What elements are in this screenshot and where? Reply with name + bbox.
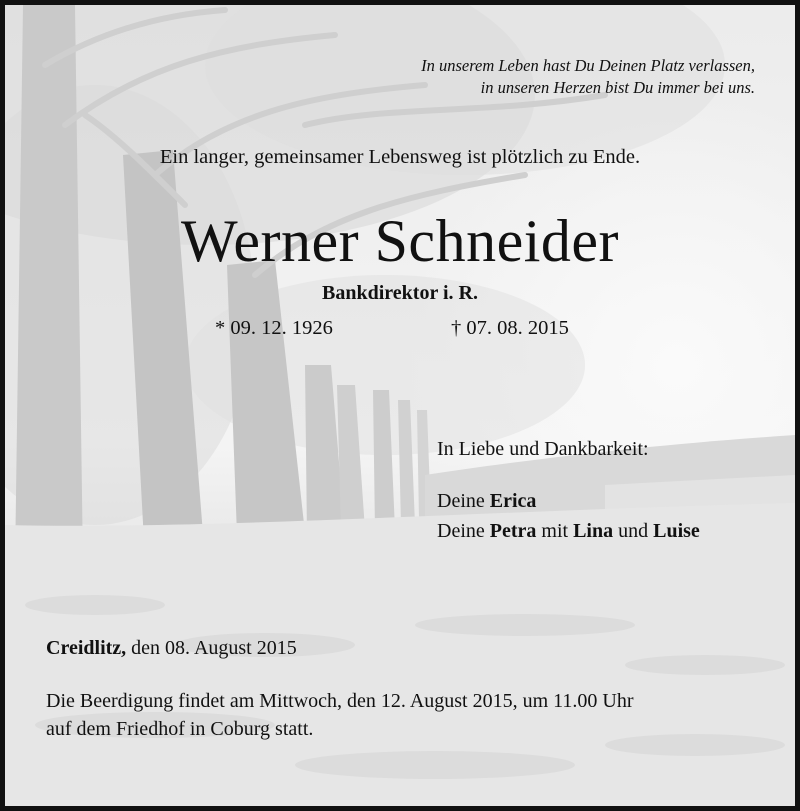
lead-text: Ein langer, gemeinsamer Lebensweg ist plötzlich zu Ende. (159, 146, 641, 168)
mourner-connector: und (618, 520, 649, 542)
mourner-name: Lina (573, 520, 614, 542)
deceased-name: Werner Schneider (181, 208, 619, 274)
motto-line-2: in unseren Herzen bist Du immer bei uns. (480, 78, 755, 97)
mourner-prefix: Deine (437, 490, 485, 512)
death-date: † 07. 08. 2015 (451, 317, 569, 339)
mourner-name: Erica (489, 490, 537, 512)
mourner-prefix: Deine (437, 520, 485, 542)
funeral-line-1: Die Beerdigung findet am Mittwoch, den 12. August 2015, um 11.00 Uhr (46, 690, 634, 712)
funeral-line-2: auf dem Friedhof in Coburg statt. (46, 718, 314, 740)
place-date (46, 637, 297, 660)
mourner-line-1 (437, 490, 536, 513)
mourner-name: Luise (653, 520, 700, 542)
place-name: Creidlitz, (46, 637, 127, 659)
deceased-title: Bankdirektor i. R. (322, 282, 478, 304)
birth-date: * 09. 12. 1926 (215, 317, 333, 339)
motto-line-1: In unserem Leben hast Du Deinen Platz verlassen, (421, 56, 755, 75)
mourner-connector: mit (541, 520, 569, 542)
mourner-line-2 (437, 520, 700, 543)
background-tree-avenue-photo (5, 5, 795, 806)
notice-date: den 08. August 2015 (131, 637, 297, 659)
mourner-name: Petra (489, 520, 537, 542)
mourners-intro: In Liebe und Dankbarkeit: (437, 438, 649, 460)
